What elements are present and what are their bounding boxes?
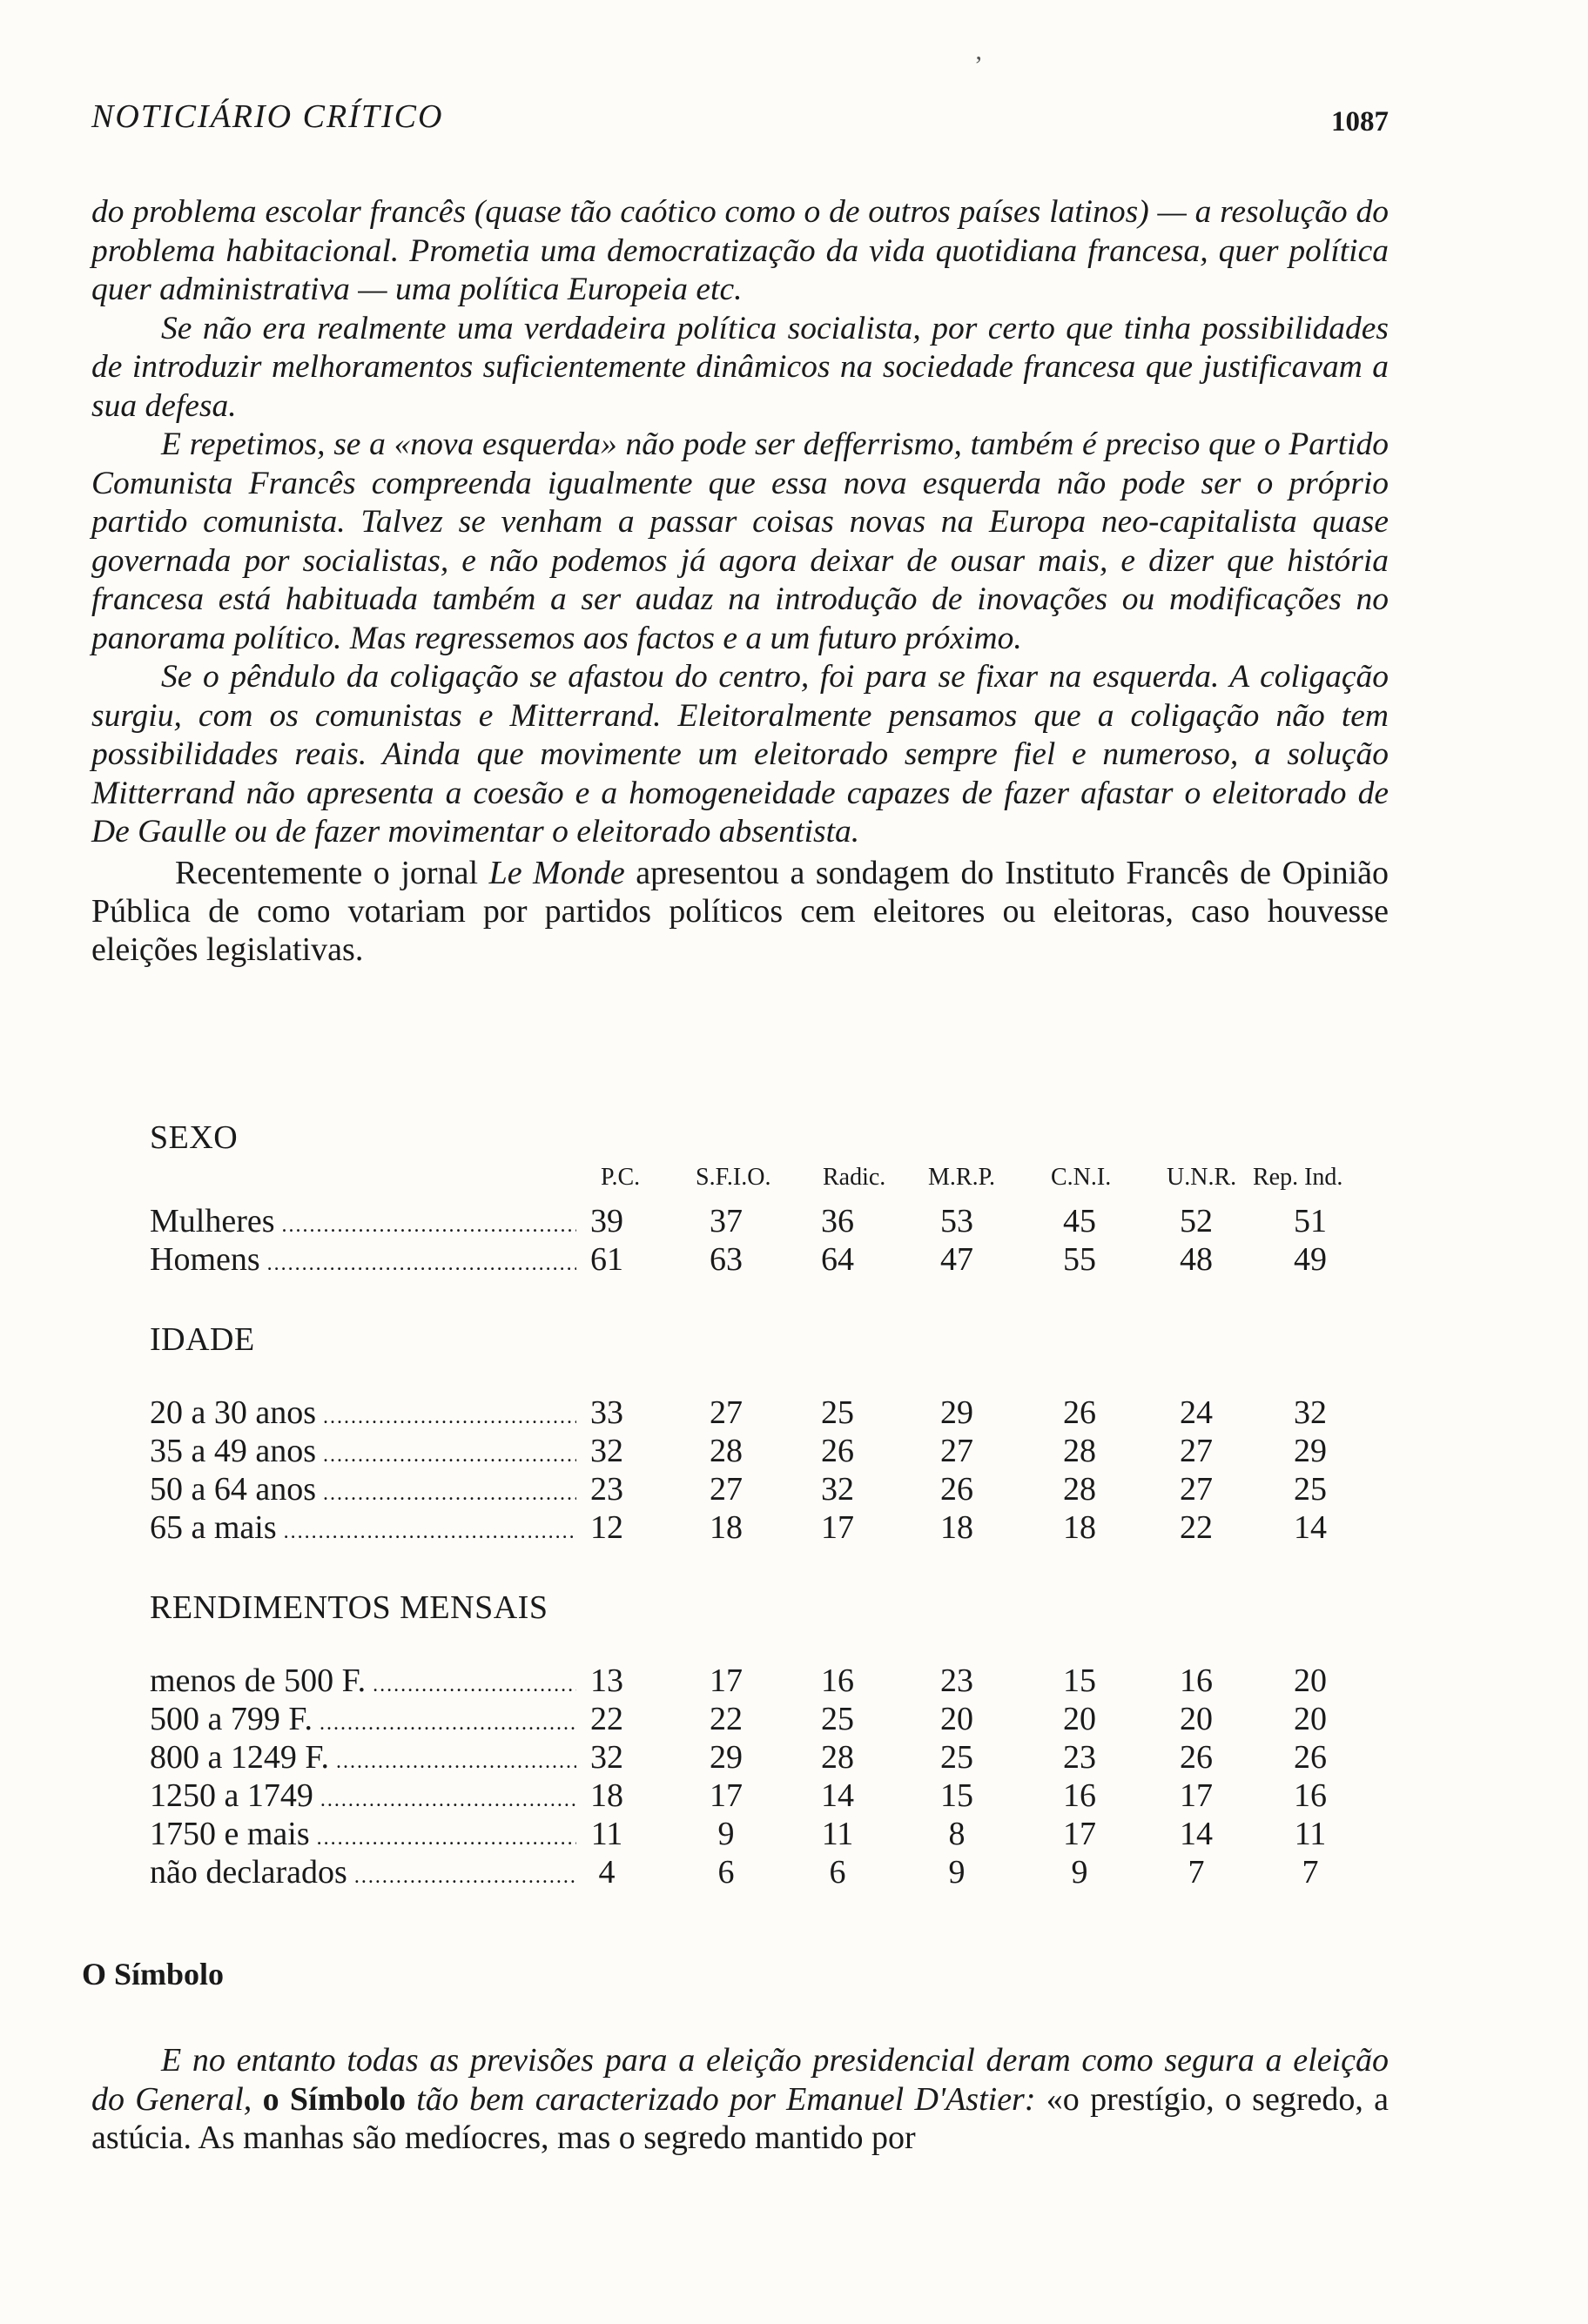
table-cell: 63	[710, 1241, 743, 1278]
table-cell: 25	[821, 1701, 854, 1737]
table-cell: 8	[948, 1816, 966, 1852]
table-cell: 32	[590, 1739, 623, 1776]
table-cell: 25	[1294, 1471, 1327, 1508]
row-label: 800 a 1249 F. .....	[150, 1738, 576, 1781]
table-cell: 39	[590, 1203, 623, 1239]
table-cell: 9	[948, 1854, 966, 1891]
table-cell: 28	[1063, 1433, 1096, 1469]
table-cell: 20	[1294, 1662, 1327, 1699]
paragraph-2: Se não era realmente uma verdadeira política socialista, por certo que tinha possibilidades de introduzir melhoramentos suficientemente dinâmicos na sociedade francesa que justificavam a sua defesa.	[91, 310, 1389, 424]
column-header: U.N.R.	[1167, 1164, 1237, 1191]
column-header: S.F.I.O.	[696, 1164, 771, 1191]
closing-text	[91, 2041, 1389, 2158]
running-header	[91, 97, 1389, 141]
table-cell: 29	[940, 1394, 973, 1431]
table-cell: 37	[710, 1203, 743, 1239]
table-cell: 17	[1063, 1816, 1096, 1852]
paragraph-5-text-a: Recentemente o jornal	[175, 854, 489, 891]
closing-text-c: «o prestígio, o segredo, a astúcia. As manhas são medíocres, mas o segredo mantido por	[91, 2080, 1389, 2156]
table-cell: 22	[590, 1701, 623, 1737]
poll-table	[150, 1118, 1403, 1891]
corner-mark: ‚	[974, 37, 983, 65]
group-title-rendimentos: RENDIMENTOS MENSAIS	[150, 1589, 548, 1626]
table-cell: 49	[1294, 1241, 1327, 1278]
row-label: 35 a 49 anos .....	[150, 1432, 576, 1474]
row-label: 20 a 30 anos .....	[150, 1394, 576, 1436]
table-cell: 28	[821, 1739, 854, 1776]
table-cell: 15	[940, 1777, 973, 1814]
table-cell: 9	[717, 1816, 735, 1852]
table-cell: 11	[590, 1816, 623, 1852]
table-cell: 15	[1063, 1662, 1096, 1699]
table-cell: 27	[710, 1471, 743, 1508]
table-cell: 24	[1180, 1394, 1213, 1431]
row-label: 1250 a 1749 .....	[150, 1777, 576, 1819]
table-cell: 51	[1294, 1203, 1327, 1239]
table-cell: 25	[940, 1739, 973, 1776]
table-cell: 23	[940, 1662, 973, 1699]
table-cell: 11	[1294, 1816, 1327, 1852]
table-cell: 26	[1180, 1739, 1213, 1776]
body-text	[91, 193, 1389, 969]
row-label: não declarados .....	[150, 1853, 576, 1896]
table-cell: 36	[821, 1203, 854, 1239]
table-cell: 53	[940, 1203, 973, 1239]
table-cell: 17	[710, 1662, 743, 1699]
table-cell: 7	[1302, 1854, 1319, 1891]
table-row	[150, 1777, 1403, 1815]
table-row	[150, 1202, 1403, 1240]
table-cell: 27	[710, 1394, 743, 1431]
table-cell: 13	[590, 1662, 623, 1699]
table-cell: 20	[1063, 1701, 1096, 1737]
table-cell: 16	[1294, 1777, 1327, 1814]
group-idade-rows	[150, 1394, 1403, 1547]
table-cell: 26	[940, 1471, 973, 1508]
column-header: Radic.	[823, 1164, 886, 1191]
paragraph-1: do problema escolar francês (quase tão caótico como o de outros países latinos) — a resolução do problema habitacional. Prometia uma democratização da vida quotidiana francesa, quer política quer administrativa — uma política Europeia etc.	[91, 194, 1389, 307]
table-cell: 7	[1188, 1854, 1205, 1891]
table-cell: 22	[1180, 1509, 1213, 1546]
table-cell: 20	[1180, 1701, 1213, 1737]
table-row	[150, 1470, 1403, 1508]
group-title-idade: IDADE	[150, 1321, 255, 1358]
column-header: Rep. Ind.	[1253, 1164, 1343, 1191]
table-cell: 12	[590, 1509, 623, 1546]
table-row	[150, 1700, 1403, 1738]
paragraph-5	[91, 854, 1389, 969]
table-cell: 32	[821, 1471, 854, 1508]
table-cell: 32	[590, 1433, 623, 1469]
table-cell: 27	[1180, 1471, 1213, 1508]
table-cell: 6	[829, 1854, 846, 1891]
table-cell: 16	[1063, 1777, 1096, 1814]
table-cell: 16	[821, 1662, 854, 1699]
table-row	[150, 1815, 1403, 1853]
table-cell: 4	[598, 1854, 616, 1891]
table-cell: 29	[1294, 1433, 1327, 1469]
table-cell: 14	[1180, 1816, 1213, 1852]
section-heading: O Símbolo	[82, 1957, 225, 1992]
table-cell: 26	[1294, 1739, 1327, 1776]
table-cell: 27	[1180, 1433, 1213, 1469]
group-rendimentos-rows	[150, 1662, 1403, 1891]
row-label: Homens .....	[150, 1240, 576, 1283]
row-label: Mulheres .....	[150, 1202, 576, 1245]
paragraph-5-text-b: apresentou a sondagem do Instituto Francês de Opinião Pública de como votariam por partidos políticos cem eleitores ou eleitoras, caso houvesse eleições legislativas.	[91, 854, 1389, 968]
table-row	[150, 1432, 1403, 1470]
table-row	[150, 1508, 1403, 1547]
table-cell: 18	[590, 1777, 623, 1814]
table-cell: 14	[1294, 1509, 1327, 1546]
table-cell: 55	[1063, 1241, 1096, 1278]
row-label: 1750 e mais .....	[150, 1815, 576, 1857]
section-title: NOTICIÁRIO CRÍTICO	[91, 98, 444, 135]
table-row	[150, 1853, 1403, 1891]
table-cell: 16	[1180, 1662, 1213, 1699]
row-label: 500 a 799 F. .....	[150, 1700, 576, 1743]
row-label: 50 a 64 anos .....	[150, 1470, 576, 1513]
closing-bold: o Símbolo	[262, 2080, 406, 2118]
table-cell: 17	[1180, 1777, 1213, 1814]
table-cell: 23	[590, 1471, 623, 1508]
table-row	[150, 1738, 1403, 1777]
row-label: menos de 500 F. .....	[150, 1662, 576, 1704]
table-cell: 23	[1063, 1739, 1096, 1776]
table-cell: 64	[821, 1241, 854, 1278]
table-cell: 45	[1063, 1203, 1096, 1239]
table-row	[150, 1240, 1403, 1279]
table-cell: 26	[1063, 1394, 1096, 1431]
closing-text-a: E no entanto todas as previsões para a eleição presidencial deram como segura a eleição do General,	[91, 2042, 1389, 2118]
table-cell: 25	[821, 1394, 854, 1431]
table-cell: 18	[940, 1509, 973, 1546]
paragraph-3: E repetimos, se a «nova esquerda» não pode ser defferrismo, também é preciso que o Partido Comunista Francês compreenda igualmente que essa nova esquerda não pode ser o próprio partido comunista. Talvez se venham a passar coisas novas na Europa neo-capitalista quase governada por socialistas, e não podemos já agora deixar de ousar mais, e dizer que história francesa está habituada também a ser audaz na introdução de inovações ou modificações no panorama político. Mas regressemos aos factos e a um futuro próximo.	[91, 427, 1389, 656]
table-cell: 9	[1071, 1854, 1088, 1891]
table-cell: 11	[821, 1816, 854, 1852]
table-row	[150, 1662, 1403, 1700]
table-cell: 47	[940, 1241, 973, 1278]
column-header: C.N.I.	[1051, 1164, 1112, 1191]
table-row	[150, 1394, 1403, 1432]
table-cell: 20	[1294, 1701, 1327, 1737]
table-cell: 28	[1063, 1471, 1096, 1508]
table-cell: 18	[1063, 1509, 1096, 1546]
table-cell: 22	[710, 1701, 743, 1737]
table-cell: 17	[710, 1777, 743, 1814]
group-title-sexo: SEXO	[150, 1119, 239, 1156]
column-header: P.C.	[601, 1164, 641, 1191]
table-cell: 33	[590, 1394, 623, 1431]
column-headers	[150, 1164, 1403, 1202]
table-cell: 29	[710, 1739, 743, 1776]
closing-text-b: tão bem caracterizado por Emanuel D'Astier:	[405, 2080, 1036, 2118]
page-number: 1087	[1331, 106, 1389, 138]
table-cell: 27	[940, 1433, 973, 1469]
row-label: 65 a mais .....	[150, 1508, 576, 1551]
table-cell: 32	[1294, 1394, 1327, 1431]
table-cell: 18	[710, 1509, 743, 1546]
table-cell: 48	[1180, 1241, 1213, 1278]
table-cell: 26	[821, 1433, 854, 1469]
table-cell: 20	[940, 1701, 973, 1737]
table-cell: 52	[1180, 1203, 1213, 1239]
table-cell: 61	[590, 1241, 623, 1278]
table-cell: 6	[717, 1854, 735, 1891]
closing-paragraph	[91, 2041, 1389, 2158]
group-sexo-rows	[150, 1202, 1403, 1279]
table-cell: 14	[821, 1777, 854, 1814]
table-cell: 17	[821, 1509, 854, 1546]
paragraph-4: Se o pêndulo da coligação se afastou do centro, foi para se fixar na esquerda. A coligação surgiu, com os comunistas e Mitterrand. Eleitoralmente pensamos que a coligação não tem possibilidades reais. Ainda que movimente um eleitorado sempre fiel e numeroso, a solução Mitterrand não apresenta a coesão e a homogeneidade capazes de fazer afastar o eleitorado de De Gaulle ou de fazer movimentar o eleitorado absentista.	[91, 659, 1389, 850]
newspaper-name: Le Monde	[488, 854, 625, 891]
table-cell: 28	[710, 1433, 743, 1469]
column-header: M.R.P.	[928, 1164, 996, 1191]
